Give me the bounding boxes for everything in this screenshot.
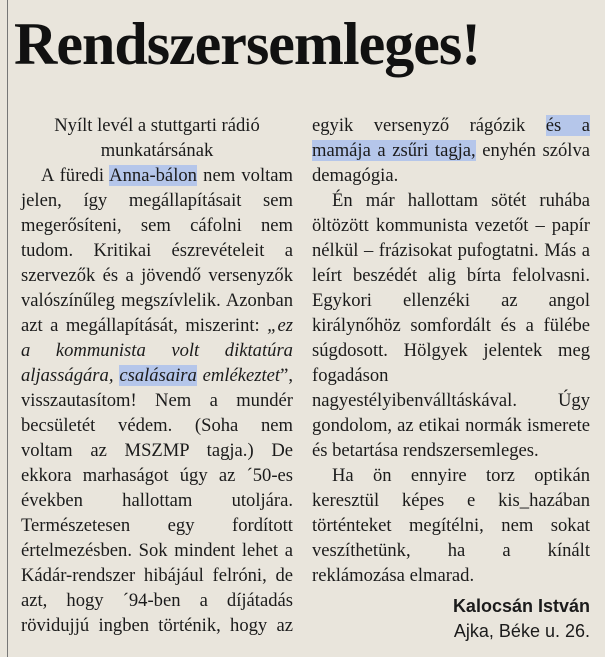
word <box>204 565 213 586</box>
word <box>73 240 93 261</box>
word <box>58 315 65 336</box>
word: rágózik <box>469 115 526 136</box>
word: mundér <box>236 390 293 411</box>
word: a <box>581 115 590 136</box>
word: sem <box>140 215 171 236</box>
word: ekkora <box>21 465 72 486</box>
word: mamája <box>312 140 371 161</box>
word: a <box>284 540 293 561</box>
quote-part-3 <box>197 365 280 386</box>
word <box>254 440 272 461</box>
word: Sok <box>138 540 168 561</box>
word <box>264 240 284 261</box>
word <box>278 540 285 561</box>
paragraph-1-continued <box>312 113 590 188</box>
word: ingben <box>98 615 150 636</box>
paragraph-3: Ha ön ennyire torz optikán keresztül képes e kis_hazában történteket megítélni, nem sokat veszíthetünk, ha a kínált reklámozása elmarad. <box>312 465 590 586</box>
word: lehet <box>241 540 279 561</box>
word: „ez <box>267 315 293 336</box>
word <box>135 565 144 586</box>
paragraph-1 <box>21 163 293 638</box>
word: a <box>125 265 134 286</box>
word: a <box>21 340 31 361</box>
word <box>72 465 83 486</box>
word <box>62 190 84 211</box>
word: történik, <box>158 615 221 636</box>
word <box>218 390 236 411</box>
word <box>169 465 180 486</box>
word: A <box>41 165 54 186</box>
word: Kritikai <box>93 240 152 261</box>
headline: Rendszersemleges! <box>14 11 481 77</box>
word <box>132 540 139 561</box>
word <box>151 240 171 261</box>
word: hallottam <box>122 490 193 511</box>
word: tudom. <box>21 240 74 261</box>
word <box>30 340 56 361</box>
word: azt, <box>21 590 48 611</box>
word: De <box>271 440 294 461</box>
word <box>192 490 231 511</box>
subtitle: Nyílt levél a stuttgarti rádió munkatársának <box>54 115 260 161</box>
word: díjátadás <box>226 590 294 611</box>
word: években <box>21 490 83 511</box>
word: a <box>199 590 208 611</box>
word: (Soha <box>194 415 239 436</box>
word: jelen, <box>21 190 62 211</box>
word: így <box>83 190 108 211</box>
word: füredi <box>59 165 104 186</box>
word: demagógia. <box>312 165 399 186</box>
word: megerősíteni, <box>21 215 122 236</box>
word: Nem <box>155 390 192 411</box>
column-rule <box>7 0 8 657</box>
word <box>47 590 66 611</box>
word: azt <box>21 315 43 336</box>
word: a <box>377 140 386 161</box>
word: a <box>284 240 293 261</box>
word: értelmezésben. <box>21 540 132 561</box>
word: diktatúra <box>224 340 293 361</box>
highlight-csalasaira <box>119 365 196 386</box>
word: a <box>50 315 59 336</box>
word: az <box>276 615 293 636</box>
word: hogy <box>230 615 268 636</box>
word <box>171 215 190 236</box>
word <box>353 115 373 136</box>
word: Természetesen <box>21 515 131 536</box>
word <box>95 265 102 286</box>
word <box>221 615 230 636</box>
word <box>525 115 545 136</box>
word <box>95 415 118 436</box>
word: és <box>102 265 119 286</box>
word: szervezők <box>21 265 96 286</box>
word: sem <box>263 190 293 211</box>
word: hogy <box>66 590 104 611</box>
column-left <box>21 113 293 638</box>
word <box>43 315 50 336</box>
word <box>172 415 195 436</box>
word: egy <box>167 515 195 536</box>
word: kommunista <box>55 340 146 361</box>
word <box>107 440 125 461</box>
word: az <box>218 465 236 486</box>
text-run <box>21 165 293 336</box>
word: észrevételeit <box>171 240 265 261</box>
word: nem <box>260 215 293 236</box>
word: voltam <box>241 165 293 186</box>
word: megállapítását, <box>65 315 178 336</box>
word: fordított <box>232 515 293 536</box>
word: cáfolni <box>190 215 242 236</box>
word: versenyző <box>373 115 450 136</box>
paragraph-2: Én már hallottam sötét ruhába öltözött kommunista vezetőt – papír nélkül – frázisokat pufogtatni. Más a leírt beszédét alig bírta felolvasni. Egykori ellenzéki az angol királynőhöz somfordált és a fülébe súgdosott. Hölgyek jelentek meg fogadáson nagyestélyibenválltáskával. Úgy gondolom, az etikai normák ismerete és betartása rendszersemleges. <box>312 190 590 461</box>
word <box>137 390 155 411</box>
word <box>189 440 207 461</box>
word: a <box>209 390 218 411</box>
word: becsületét <box>21 415 96 436</box>
word <box>134 265 141 286</box>
word: és <box>545 115 562 136</box>
word: volt <box>171 340 200 361</box>
signature-name: Kalocsán István <box>452 596 590 616</box>
word <box>122 215 141 236</box>
word: nem <box>203 165 236 186</box>
word <box>561 115 581 136</box>
word: egyik <box>312 115 354 136</box>
word: mindent <box>174 540 236 561</box>
word <box>146 340 172 361</box>
text-run <box>312 115 546 136</box>
word <box>191 390 209 411</box>
word <box>208 590 227 611</box>
word <box>208 465 219 486</box>
word: tagja, <box>434 140 476 161</box>
word: ´94-ben <box>122 590 181 611</box>
word <box>241 190 263 211</box>
word <box>449 115 469 136</box>
signature-address: Ajka, Béke u. 26. <box>453 621 590 641</box>
word: úgy <box>179 465 208 486</box>
word: de <box>275 565 294 586</box>
word: enyhén <box>482 140 536 161</box>
word: Anna-bálon <box>109 165 197 186</box>
word <box>199 340 225 361</box>
word: csalásaira <box>119 365 197 386</box>
word <box>242 215 261 236</box>
word: versenyzők <box>208 265 293 286</box>
word: Kádár-rendszer <box>21 565 136 586</box>
word: utoljára. <box>231 490 293 511</box>
word <box>118 265 125 286</box>
word: felróni, <box>212 565 267 586</box>
word: szólva <box>542 140 591 161</box>
text-run <box>21 365 293 636</box>
word <box>107 190 129 211</box>
word <box>181 590 200 611</box>
highlight-anna-balon <box>109 165 197 186</box>
word: aljasságára, <box>21 365 114 386</box>
word <box>238 415 261 436</box>
word: megállapításait <box>128 190 242 211</box>
word: megszívlelik. <box>121 290 221 311</box>
word <box>83 490 122 511</box>
word: védem. <box>118 415 173 436</box>
word: valószínűleg <box>21 290 115 311</box>
word: rövidujjú <box>21 615 90 636</box>
word <box>235 465 246 486</box>
word: marhaságot <box>82 465 169 486</box>
word: az <box>90 440 107 461</box>
word: miszerint: <box>185 315 260 336</box>
word: voltam <box>21 440 73 461</box>
word <box>130 515 168 536</box>
word: ”, <box>280 365 293 386</box>
word <box>73 440 91 461</box>
word: tagja.) <box>206 440 254 461</box>
word: zsűri <box>392 140 429 161</box>
word: Azonban <box>225 290 293 311</box>
word: jövendő <box>141 265 201 286</box>
word: emlékeztet <box>202 365 281 386</box>
text-run <box>41 165 109 186</box>
word: MSZMP <box>124 440 189 461</box>
word: nem <box>260 415 293 436</box>
word <box>104 590 123 611</box>
word: ´50-es <box>246 465 293 486</box>
word <box>149 615 158 636</box>
word <box>235 540 242 561</box>
word <box>195 515 233 536</box>
word: visszautasítom! <box>21 390 137 411</box>
word: hibájául <box>143 565 204 586</box>
column-right <box>312 113 590 644</box>
